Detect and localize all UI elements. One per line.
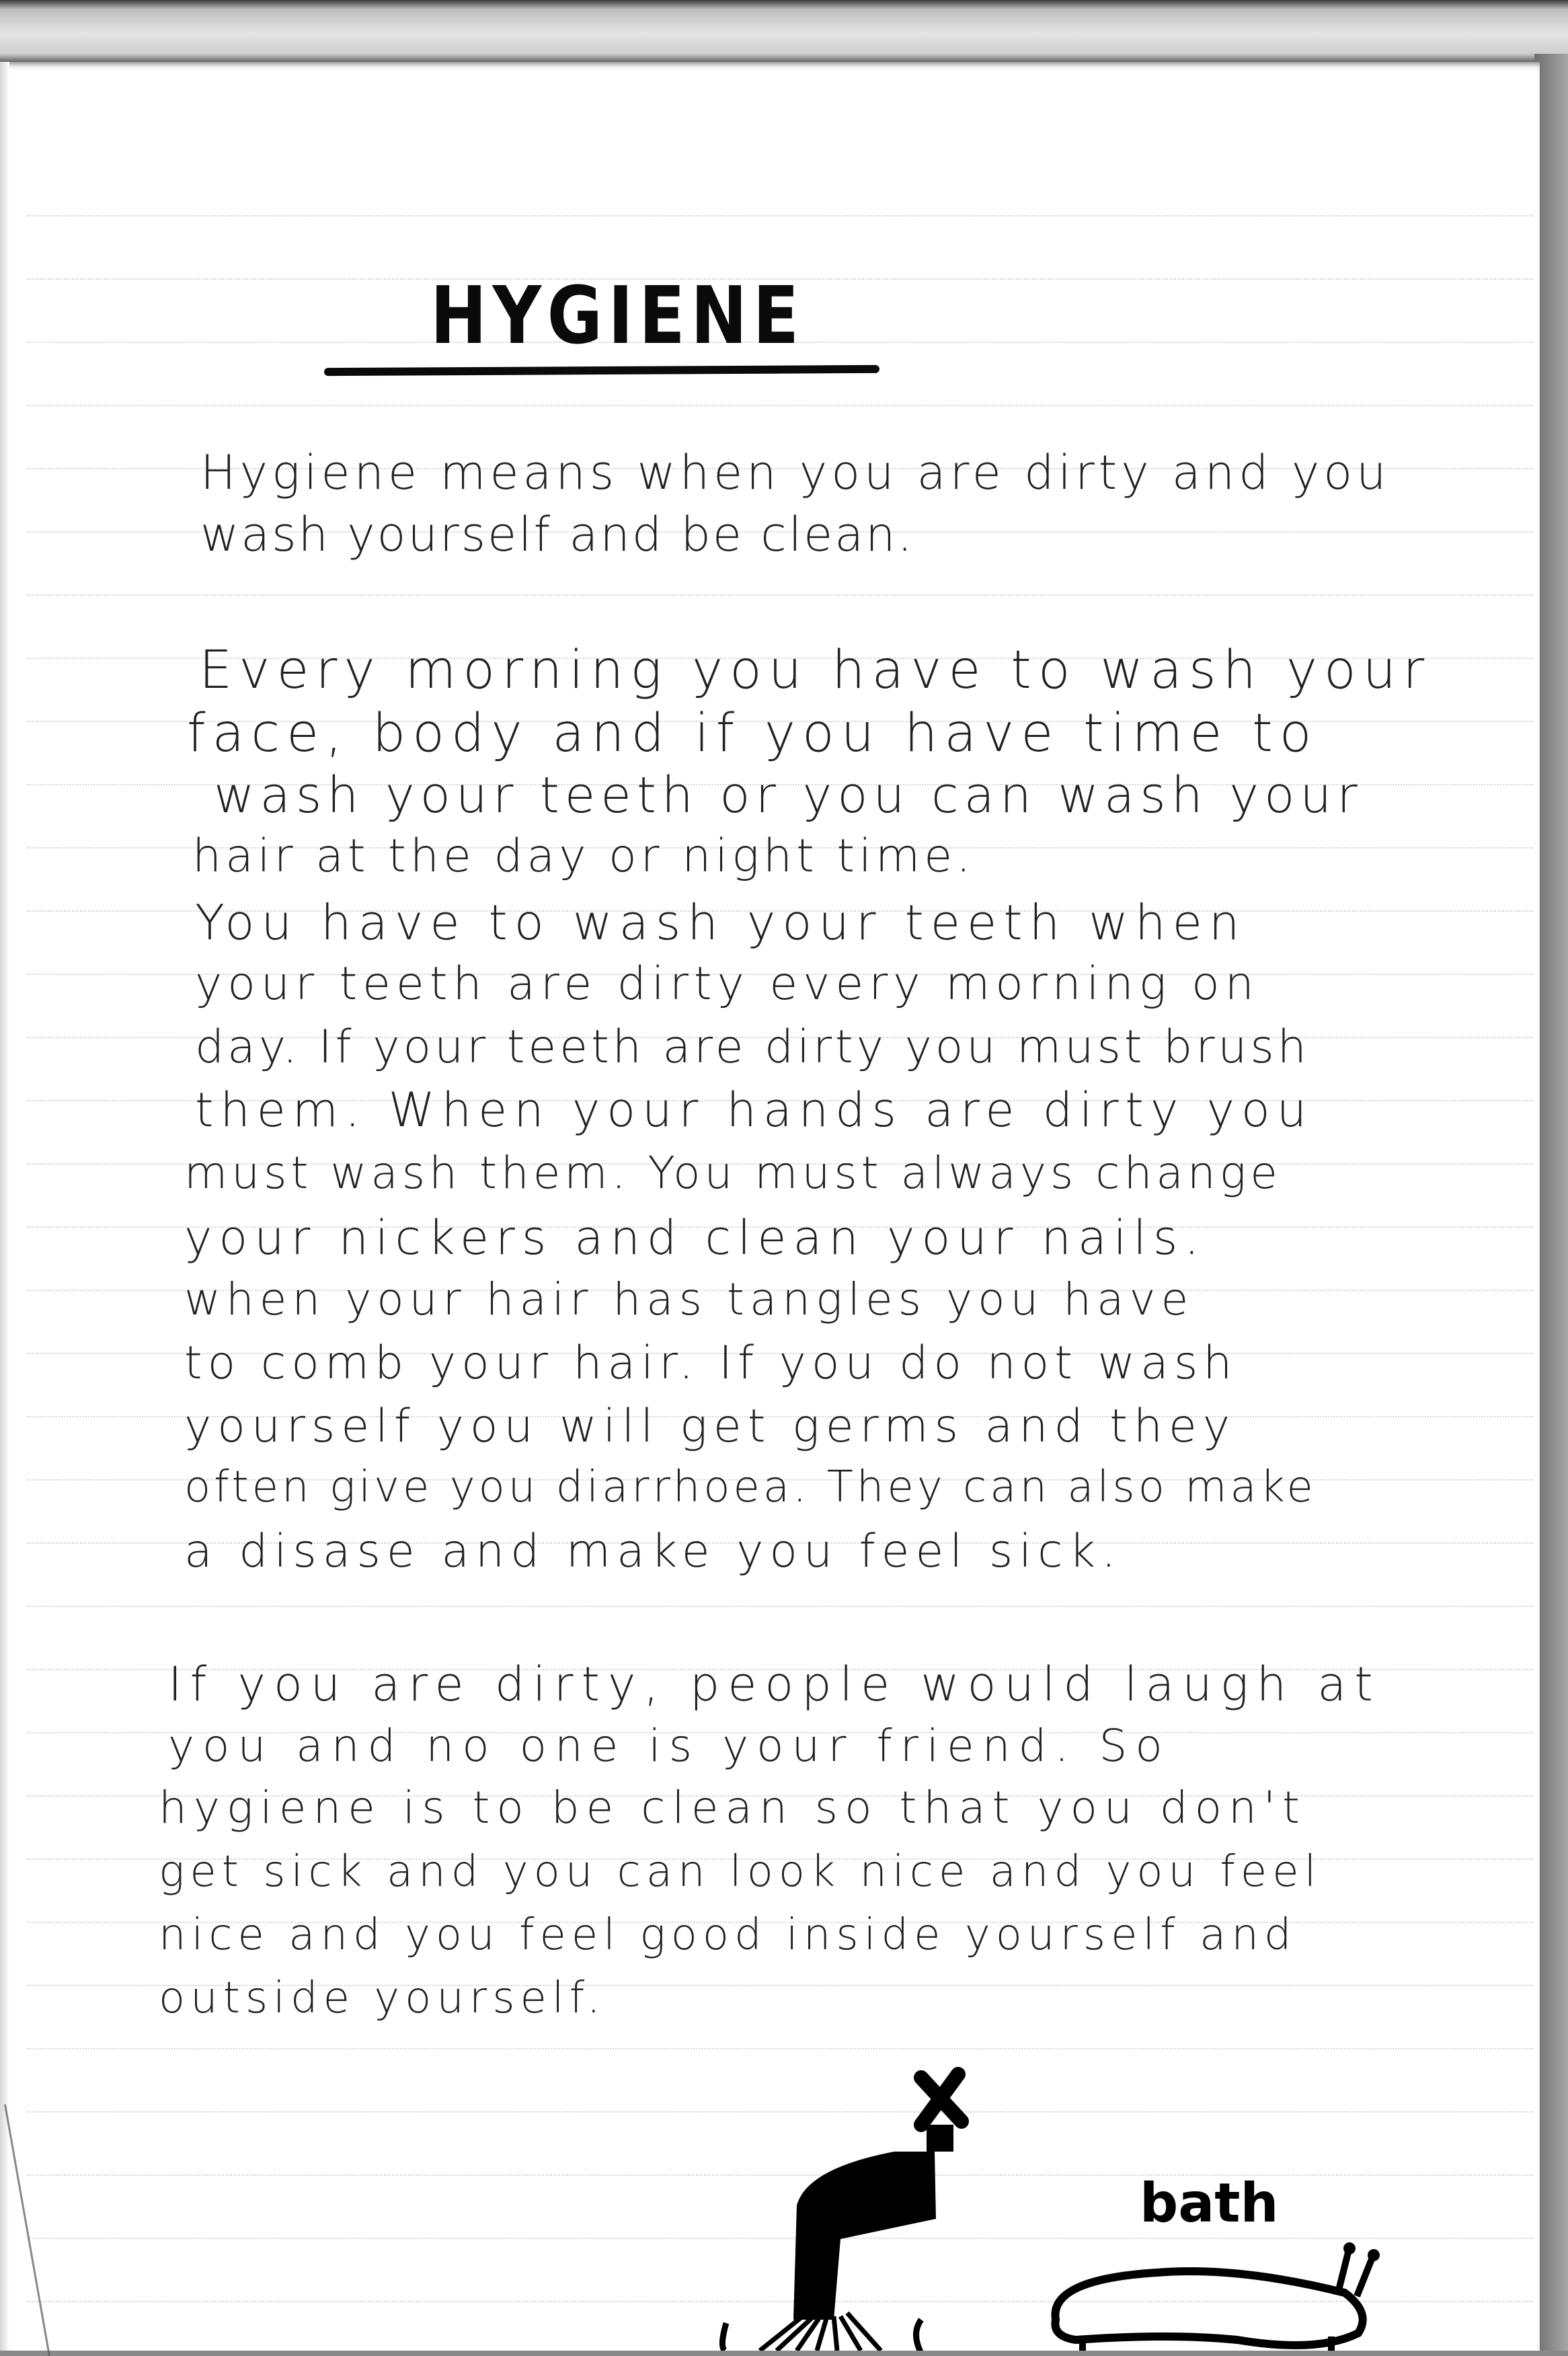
text-line: You have to wash your teeth when xyxy=(195,894,1247,951)
paper-edge-shadow xyxy=(0,62,9,2351)
text-line: hair at the day or night time. xyxy=(192,830,975,883)
text-line: yourself you will get germs and they xyxy=(184,1400,1237,1453)
text-line: often give you diarrhoea. They can also make xyxy=(184,1462,1317,1512)
bath-drawing-icon xyxy=(1035,2239,1425,2351)
ruled-line xyxy=(27,405,1533,406)
ruled-line xyxy=(27,1606,1533,1607)
text-line: to comb your hair. If you do not wash xyxy=(184,1337,1238,1390)
bath-label: bath xyxy=(1140,2172,1279,2234)
text-line: hygiene is to be clean so that you don't xyxy=(159,1782,1306,1834)
ruled-line xyxy=(27,215,1533,217)
text-line: you and no one is your friend. So xyxy=(168,1720,1171,1772)
text-line: your teeth are dirty every morning on xyxy=(195,957,1259,1011)
text-line: wash your teeth or you can wash your xyxy=(214,767,1363,824)
page-title: HYGIENE xyxy=(430,269,805,362)
tap-drawing-icon xyxy=(605,2057,1022,2351)
text-line: Every morning you have to wash your xyxy=(199,640,1432,701)
text-line: get sick and you can look nice and you feel xyxy=(159,1847,1322,1897)
text-line: wash yourself and be clean. xyxy=(200,507,914,562)
text-line: a disase and make you feel sick. xyxy=(184,1525,1122,1578)
text-line: day. If your teeth are dirty you must brush xyxy=(195,1021,1310,1074)
ruled-line xyxy=(27,2048,1533,2049)
text-line: your nickers and clean your nails. xyxy=(184,1210,1206,1265)
ruled-line xyxy=(27,594,1533,596)
text-line: must wash them. You must always change xyxy=(184,1147,1282,1199)
text-line: If you are dirty, people would laugh at xyxy=(168,1657,1381,1712)
text-line: when your hair has tangles you have xyxy=(184,1273,1194,1325)
text-line: face, body and if you have time to xyxy=(187,703,1319,764)
text-line: Hygiene means when you are dirty and you xyxy=(200,445,1390,500)
text-line: outside yourself. xyxy=(159,1973,606,2023)
scanner-background-top xyxy=(0,0,1568,67)
text-line: nice and you feel good inside yourself and xyxy=(159,1910,1297,1960)
text-line: them. When your hands are dirty you xyxy=(195,1083,1314,1138)
